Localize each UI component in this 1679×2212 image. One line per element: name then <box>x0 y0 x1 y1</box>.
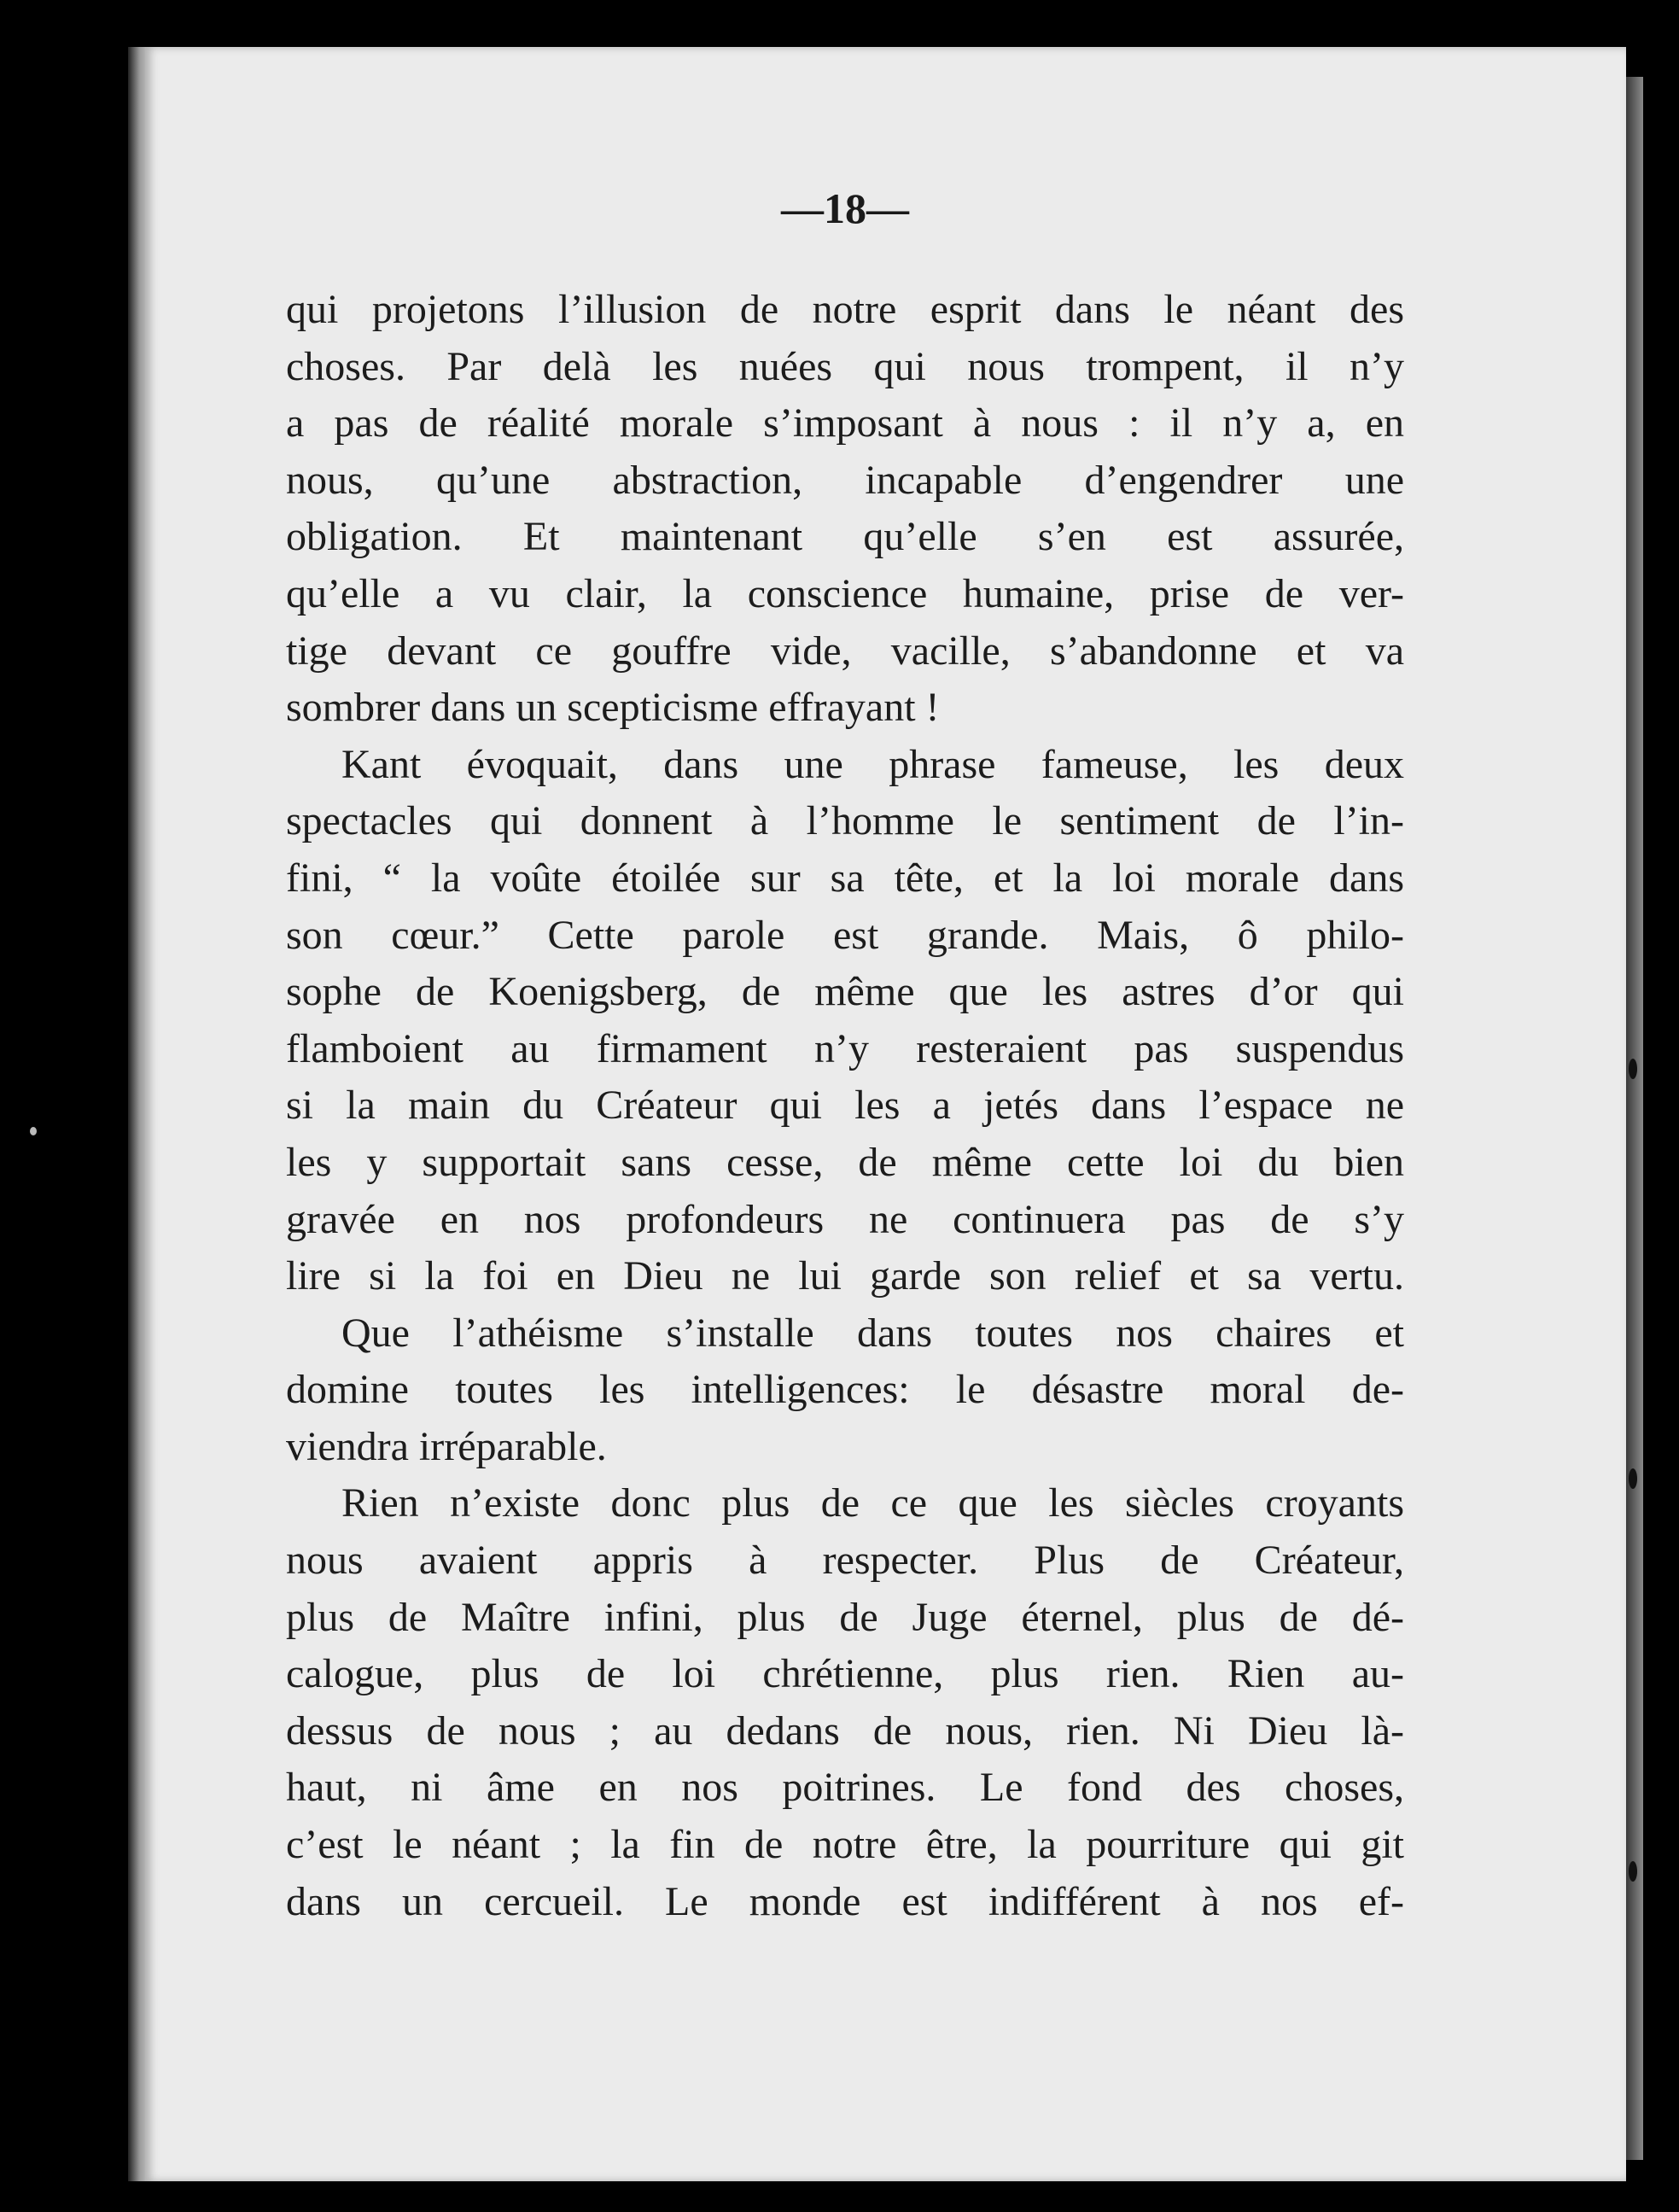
page-number: —18— <box>781 184 909 232</box>
text-line: haut, ni âme en nos poitrines. Le fond des choses, <box>286 1765 1404 1811</box>
text-line: les y supportait sans cesse, de même cette loi du bien <box>286 1139 1404 1185</box>
text-line: spectacles qui donnent à l’homme le sentiment de l’in- <box>286 798 1404 844</box>
page-right-edge <box>1626 77 1643 2160</box>
text-line: plus de Maître infini, plus de Juge éternel, plus de dé- <box>286 1594 1404 1640</box>
text-line: viendra irréparable. <box>286 1423 607 1469</box>
text-line: flamboient au firmament n’y resteraient pas suspendus <box>286 1025 1404 1071</box>
text-line: dessus de nous ; au dedans de nous, rien. Ni Dieu là- <box>286 1707 1404 1754</box>
text-line: son cœur.” Cette parole est grande. Mais, ô philo- <box>286 912 1404 958</box>
text-line: obligation. Et maintenant qu’elle s’en est assurée, <box>286 514 1404 560</box>
scan-speck <box>1629 1059 1637 1079</box>
text-line: nous avaient appris à respecter. Plus de Créateur, <box>286 1538 1404 1584</box>
text-line: dans un cercueil. Le monde est indifférent à nos ef- <box>286 1878 1404 1924</box>
text-line: gravée en nos profondeurs ne continuera pas de s’y <box>286 1196 1404 1242</box>
text-line: calogue, plus de loi chrétienne, plus rien. Rien au- <box>286 1651 1404 1697</box>
text-line: tige devant ce gouffre vide, vacille, s’abandonne et va <box>286 627 1404 674</box>
text-line: a pas de réalité morale s’imposant à nous : il n’y a, en <box>286 400 1404 446</box>
text-line: fini, “ la voûte étoilée sur sa tête, et la loi morale dans <box>286 855 1404 901</box>
text-line: Que l’athéisme s’installe dans toutes nos chaires et <box>341 1310 1404 1356</box>
body-text <box>286 282 1404 1930</box>
scan-speck <box>1629 1468 1637 1489</box>
text-line: si la main du Créateur qui les a jetés dans l’espace ne <box>286 1083 1404 1129</box>
text-line: qui projetons l’illusion de notre esprit dans le néant des <box>286 287 1404 332</box>
text-line: qu’elle a vu clair, la conscience humaine, prise de ver- <box>286 570 1404 616</box>
text-line: Kant évoquait, dans une phrase fameuse, les deux <box>341 741 1404 787</box>
text-line: nous, qu’une abstraction, incapable d’engendrer une <box>286 457 1404 503</box>
scan-speck <box>1629 1861 1637 1882</box>
text-line: c’est le néant ; la fin de notre être, la pourriture qui git <box>286 1822 1404 1868</box>
text-line: choses. Par delà les nuées qui nous trompent, il n’y <box>286 343 1404 389</box>
text-line: domine toutes les intelligences: le désastre moral de- <box>286 1367 1404 1413</box>
text-line: sophe de Koenigsberg, de même que les astres d’or qui <box>286 969 1404 1015</box>
text-line: sombrer dans un scepticisme effrayant ! <box>286 685 940 731</box>
text-line: lire si la foi en Dieu ne lui garde son relief et sa vertu. <box>286 1253 1404 1299</box>
text-line: Rien n’existe donc plus de ce que les siècles croyants <box>341 1480 1404 1526</box>
scan-speck <box>30 1127 37 1135</box>
